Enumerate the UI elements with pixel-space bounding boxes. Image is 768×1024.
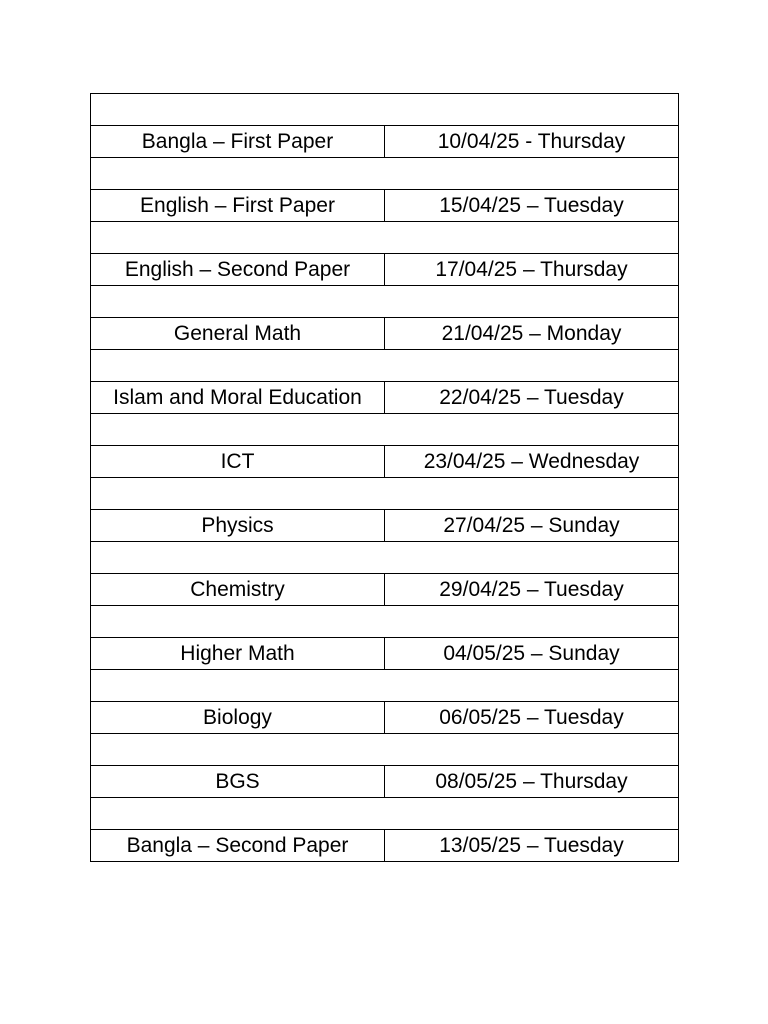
table-row (91, 126, 679, 158)
subject-cell: Bangla – First Paper (91, 126, 385, 158)
table-row (91, 446, 679, 478)
spacer-row (91, 414, 679, 446)
table-row (91, 830, 679, 862)
spacer-row (91, 542, 679, 574)
spacer-cell (91, 734, 679, 766)
spacer-cell (91, 670, 679, 702)
date-cell: 04/05/25 – Sunday (385, 638, 679, 670)
spacer-row (91, 222, 679, 254)
date-cell: 17/04/25 – Thursday (385, 254, 679, 286)
spacer-cell (91, 222, 679, 254)
spacer-cell (91, 414, 679, 446)
spacer-row (91, 798, 679, 830)
date-cell: 21/04/25 – Monday (385, 318, 679, 350)
subject-cell: BGS (91, 766, 385, 798)
spacer-cell (91, 158, 679, 190)
spacer-row (91, 350, 679, 382)
table-row (91, 318, 679, 350)
table-row (91, 254, 679, 286)
spacer-cell (91, 798, 679, 830)
date-cell: 13/05/25 – Tuesday (385, 830, 679, 862)
table-row (91, 190, 679, 222)
subject-cell: Biology (91, 702, 385, 734)
spacer-cell (91, 350, 679, 382)
spacer-row (91, 158, 679, 190)
spacer-row (91, 478, 679, 510)
subject-cell: Chemistry (91, 574, 385, 606)
spacer-cell (91, 542, 679, 574)
table-row (91, 510, 679, 542)
date-cell: 29/04/25 – Tuesday (385, 574, 679, 606)
spacer-row (91, 734, 679, 766)
exam-schedule-body (91, 94, 679, 862)
subject-cell: Physics (91, 510, 385, 542)
table-row (91, 382, 679, 414)
date-cell: 15/04/25 – Tuesday (385, 190, 679, 222)
date-cell: 22/04/25 – Tuesday (385, 382, 679, 414)
spacer-cell (91, 94, 679, 126)
subject-cell: Islam and Moral Education (91, 382, 385, 414)
subject-cell: ICT (91, 446, 385, 478)
date-cell: 08/05/25 – Thursday (385, 766, 679, 798)
subject-cell: English – First Paper (91, 190, 385, 222)
subject-cell: Bangla – Second Paper (91, 830, 385, 862)
table-row (91, 638, 679, 670)
subject-cell: English – Second Paper (91, 254, 385, 286)
spacer-cell (91, 478, 679, 510)
date-cell: 23/04/25 – Wednesday (385, 446, 679, 478)
spacer-row (91, 670, 679, 702)
date-cell: 10/04/25 - Thursday (385, 126, 679, 158)
spacer-cell (91, 606, 679, 638)
subject-cell: General Math (91, 318, 385, 350)
table-row (91, 574, 679, 606)
spacer-row (91, 286, 679, 318)
spacer-row (91, 606, 679, 638)
table-row (91, 702, 679, 734)
table-row (91, 766, 679, 798)
spacer-cell (91, 286, 679, 318)
spacer-row (91, 94, 679, 126)
date-cell: 06/05/25 – Tuesday (385, 702, 679, 734)
exam-schedule-table (90, 93, 679, 862)
date-cell: 27/04/25 – Sunday (385, 510, 679, 542)
subject-cell: Higher Math (91, 638, 385, 670)
